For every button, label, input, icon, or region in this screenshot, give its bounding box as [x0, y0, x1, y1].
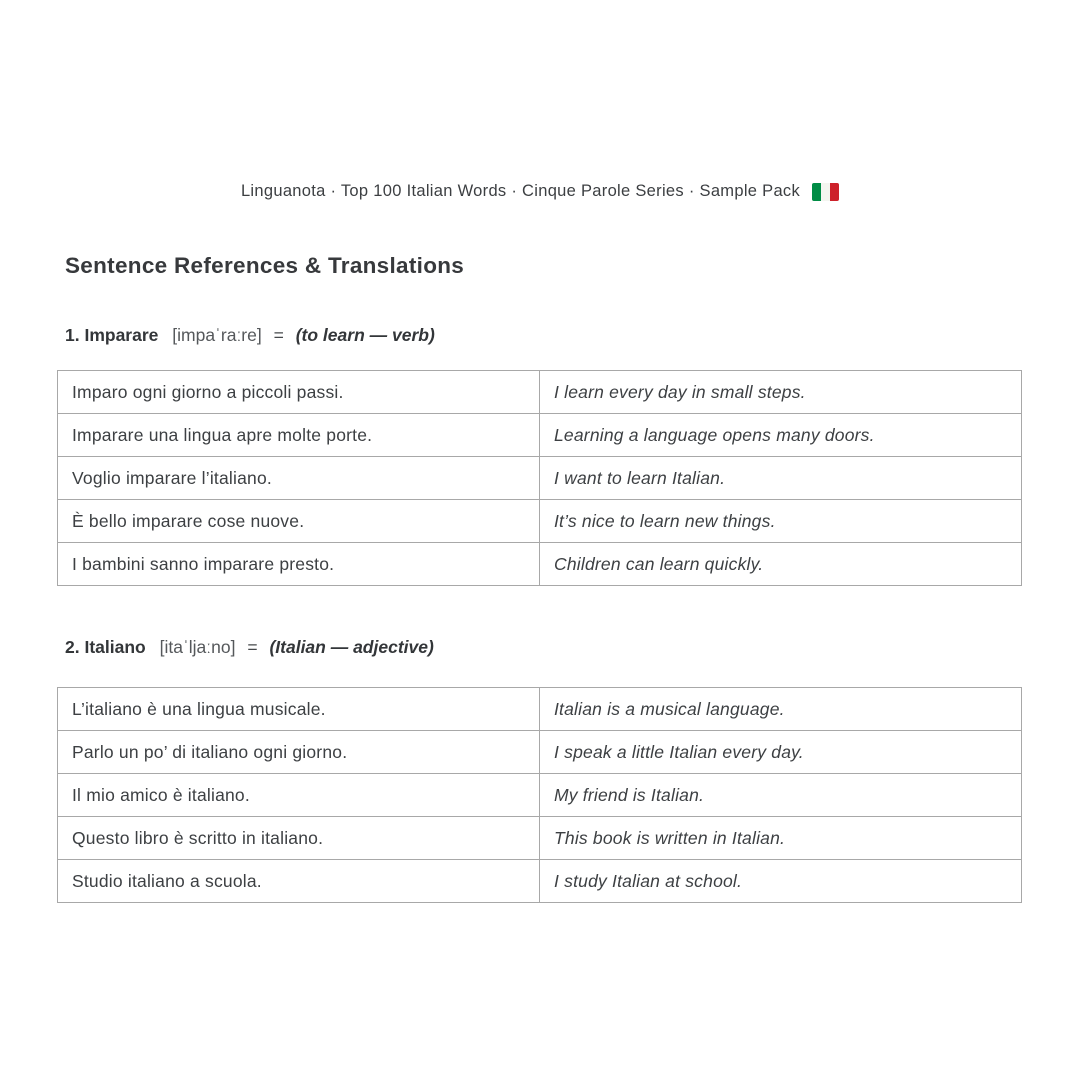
- document-header: [0, 182, 1080, 201]
- table-row: [58, 543, 1022, 586]
- english-translation-cell: I want to learn Italian.: [540, 457, 1022, 500]
- italian-sentence-cell: Il mio amico è italiano.: [58, 774, 540, 817]
- table-row: [58, 457, 1022, 500]
- english-translation-cell: Italian is a musical language.: [540, 688, 1022, 731]
- table-row: [58, 817, 1022, 860]
- italian-sentence-cell: Studio italiano a scuola.: [58, 860, 540, 903]
- table-row: [58, 688, 1022, 731]
- italian-sentence-cell: Voglio imparare l’italiano.: [58, 457, 540, 500]
- table-row: [58, 860, 1022, 903]
- section-number-word: 1. Imparare: [65, 325, 159, 345]
- section-equals-sign: =: [273, 325, 284, 345]
- flag-red-stripe: [830, 183, 839, 201]
- flag-white-stripe: [821, 183, 830, 201]
- page-title: Sentence References & Translations: [65, 253, 465, 278]
- sentence-table-italiano: [57, 687, 1022, 903]
- english-translation-cell: I learn every day in small steps.: [540, 371, 1022, 414]
- italian-sentence-cell: Imparare una lingua apre molte porte.: [58, 414, 540, 457]
- section-ipa: [impaˈraːre]: [172, 325, 262, 345]
- english-translation-cell: This book is written in Italian.: [540, 817, 1022, 860]
- table-row: [58, 500, 1022, 543]
- table-row: [58, 414, 1022, 457]
- table-row: [58, 371, 1022, 414]
- italian-sentence-cell: È bello imparare cose nuove.: [58, 500, 540, 543]
- section-gloss: (Italian — adjective): [269, 637, 434, 657]
- section-number-word: 2. Italiano: [65, 637, 146, 657]
- table-row: [58, 774, 1022, 817]
- section-heading-italiano: [65, 637, 434, 658]
- section-heading-imparare: [65, 325, 435, 346]
- italian-sentence-cell: I bambini sanno imparare presto.: [58, 543, 540, 586]
- table-row: [58, 731, 1022, 774]
- english-translation-cell: Children can learn quickly.: [540, 543, 1022, 586]
- italian-sentence-cell: Parlo un po’ di italiano ogni giorno.: [58, 731, 540, 774]
- flag-green-stripe: [812, 183, 821, 201]
- italian-sentence-cell: Imparo ogni giorno a piccoli passi.: [58, 371, 540, 414]
- header-line: Linguanota · Top 100 Italian Words · Cinque Parole Series · Sample Pack: [240, 182, 801, 200]
- english-translation-cell: Learning a language opens many doors.: [540, 414, 1022, 457]
- italian-sentence-cell: Questo libro è scritto in italiano.: [58, 817, 540, 860]
- italian-sentence-cell: L’italiano è una lingua musicale.: [58, 688, 540, 731]
- section-gloss: (to learn — verb): [295, 325, 435, 345]
- sentence-table-imparare: [57, 370, 1022, 586]
- english-translation-cell: My friend is Italian.: [540, 774, 1022, 817]
- section-ipa: [itaˈljaːno]: [159, 637, 236, 657]
- italian-flag-icon: [812, 183, 839, 201]
- english-translation-cell: I study Italian at school.: [540, 860, 1022, 903]
- section-equals-sign: =: [247, 637, 258, 657]
- english-translation-cell: I speak a little Italian every day.: [540, 731, 1022, 774]
- english-translation-cell: It’s nice to learn new things.: [540, 500, 1022, 543]
